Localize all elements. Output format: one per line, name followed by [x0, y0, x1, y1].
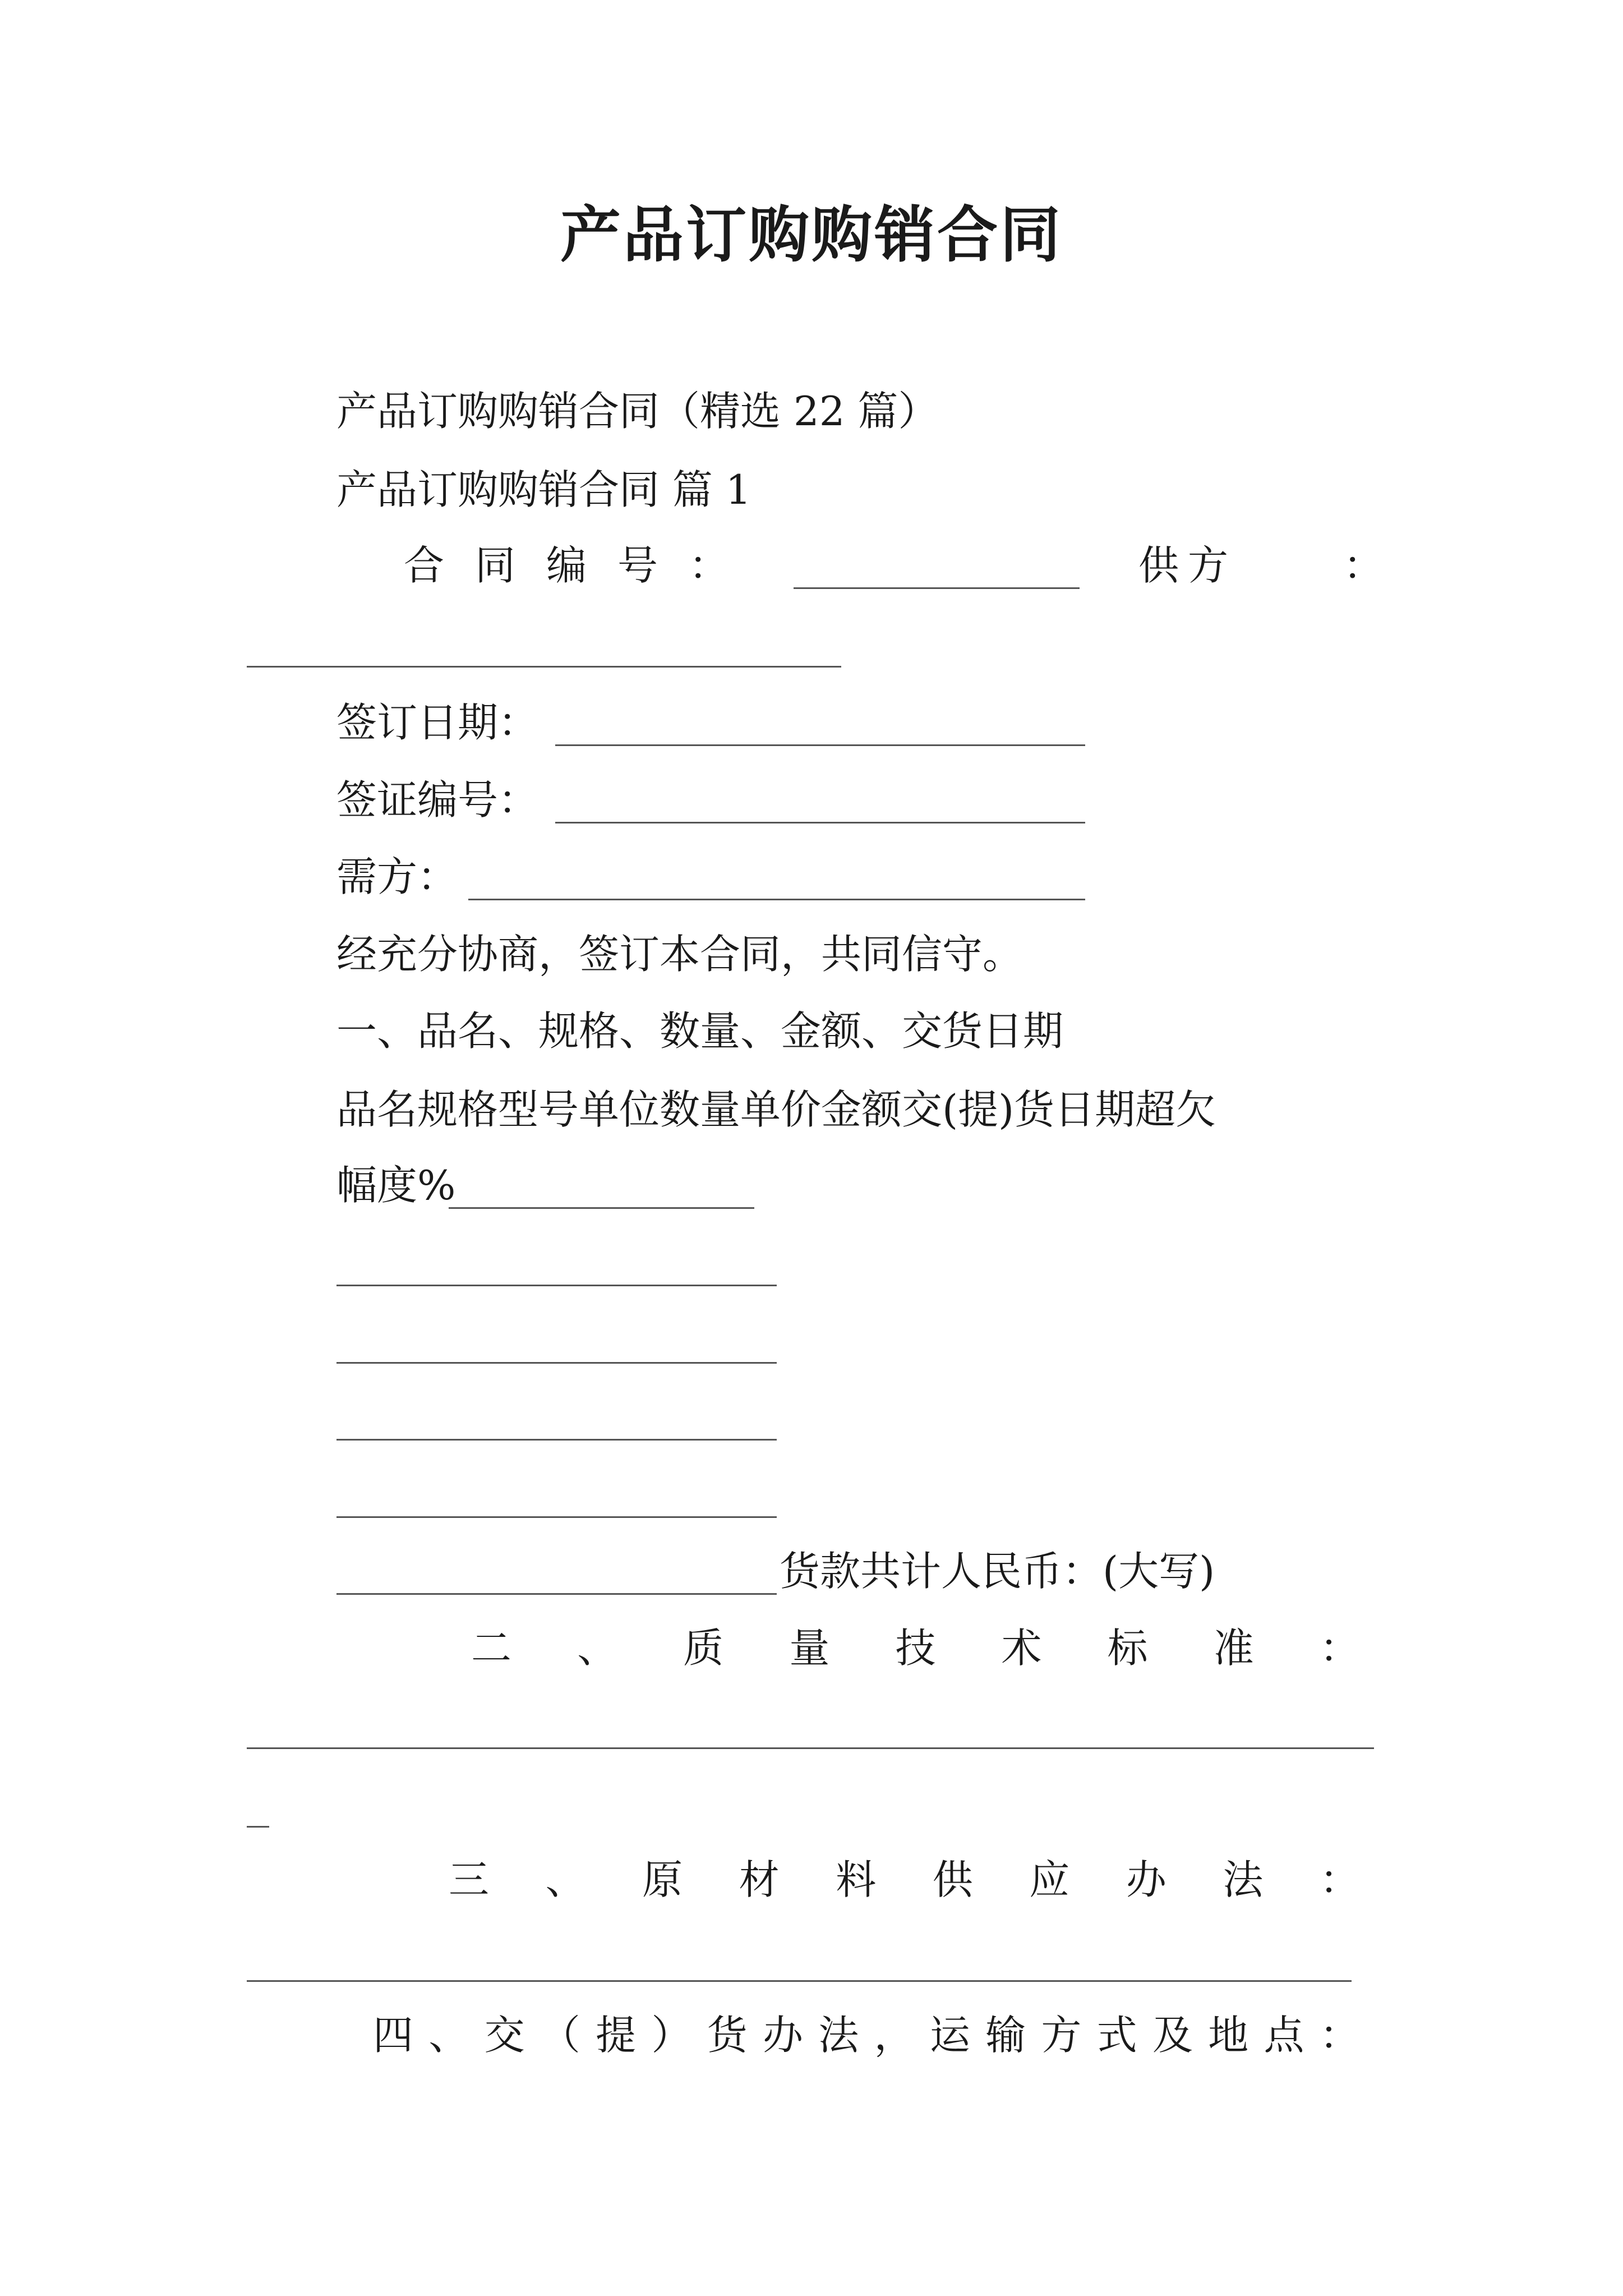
clause-3-heading: 三 、 原 材 料 供 应 办 法 ：	[449, 1856, 1360, 1903]
document-title: 产品订购购销合同	[560, 200, 1063, 270]
supplier-blank	[247, 666, 841, 668]
sign-date-blank	[555, 744, 1085, 746]
total-blank	[336, 1593, 777, 1595]
table-blank-2	[336, 1285, 777, 1286]
supplier-colon: ：	[1343, 542, 1384, 589]
clause-2-blank-end	[247, 1826, 269, 1828]
clause-3-blank	[247, 1980, 1352, 1982]
buyer-blank	[468, 899, 1085, 900]
visa-number-label: 签证编号：	[336, 776, 539, 823]
table-blank-3	[336, 1362, 777, 1364]
buyer-label: 需方：	[336, 853, 458, 900]
table-header-continued: 幅度%	[336, 1162, 456, 1209]
supplier-label: 供 方	[1138, 542, 1228, 589]
total-amount-label: 货款共计人民币：(大写)	[780, 1548, 1215, 1595]
clause-2-blank	[247, 1747, 1374, 1749]
table-blank-5	[336, 1516, 777, 1518]
clause-1-heading: 一、品名、规格、数量、金额、交货日期	[336, 1007, 1064, 1055]
clause-4-heading: 四 、 交 （ 提 ） 货 办 法 ， 运 输 方 式 及 地 点 ：	[373, 2012, 1360, 2059]
visa-number-blank	[555, 822, 1085, 823]
section-heading: 产品订购购销合同 篇 1	[336, 466, 751, 513]
contract-number-blank	[794, 587, 1080, 589]
agreement-statement: 经充分协商，签订本合同，共同信守。	[336, 931, 1023, 978]
table-header-line: 品名规格型号单位数量单价金额交(提)货日期超欠	[336, 1086, 1216, 1133]
clause-2-heading: 二 、 质 量 技 术 标 准 ：	[471, 1625, 1360, 1672]
table-blank-1	[449, 1207, 754, 1209]
sign-date-label: 签订日期：	[336, 699, 539, 746]
document-subtitle: 产品订购购销合同（精选 22 篇）	[336, 388, 939, 435]
contract-number-label: 合 同 编 号 ：	[404, 542, 729, 589]
table-blank-4	[336, 1439, 777, 1441]
